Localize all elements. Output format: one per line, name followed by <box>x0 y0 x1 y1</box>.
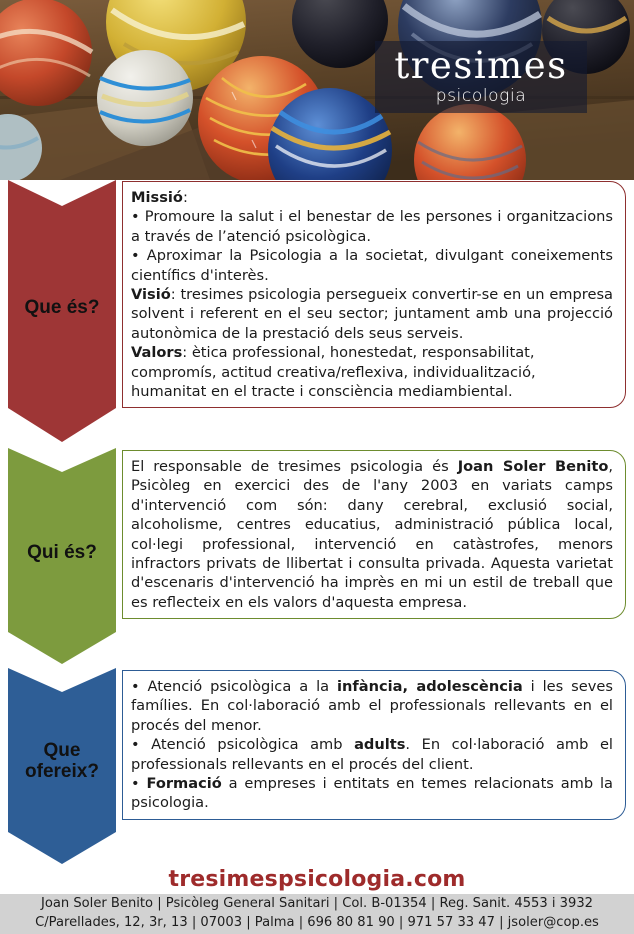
paragraph-visio <box>131 285 613 343</box>
hero-photo <box>0 0 634 180</box>
offer-3-pre: • <box>131 775 147 793</box>
lead-valors: Valors <box>131 344 183 362</box>
logo-secondary-text: psicologia <box>435 86 527 106</box>
chevron-shape-green <box>8 448 116 664</box>
section-label-que-ofereix: Que ofereix? <box>25 740 99 783</box>
chevron-down-icon <box>8 668 116 864</box>
responsable-post: , Psicòleg en exercici des de l'any 2003 en variats camps d'intervenció com són: dany cerebral, exclusió social, alcoholisme, centres educatius, administració pública local, col·legi professional, intervenció en catàstrofes, menors infractors privats de llibertat i consulta privada. Aquesta varietat d'escenaris d'intervenció ha imprès en mi un estil de treball que es reflecteix en els valors d'aquesta empresa. <box>131 458 614 611</box>
contact-footer <box>0 894 634 934</box>
offer-1-pre: • Atenció psicològica a la <box>131 678 337 695</box>
valors-body: ètica professional, honestedat, responsabilitat, compromís, actitud creativa/reflexiva, individualització, humanitat en el tracte i consciència mediambiental. <box>131 344 536 401</box>
paragraph-bullet-1: • Promoure la salut i el benestar de les persones i organitzacions a través de l’atenció psicològica. <box>131 208 613 245</box>
visio-body: tresimes psicologia persegueix convertir-se en un empresa solvent i referent en el seu sector; juntament amb una projecció autonòmica de la prestació dels seus serveis. <box>131 286 613 342</box>
offer-bullet-formacio <box>131 774 613 813</box>
paragraph-responsable <box>131 457 613 612</box>
section-qui-es <box>0 448 634 670</box>
section-label-qui-es: Qui és? <box>27 542 97 563</box>
offer-bullet-infancia <box>131 677 613 735</box>
paragraph-bullet-2: • Aproximar la Psicologia a la societat, divulgant coneixements científics d'interès. <box>131 247 613 284</box>
lead-valors-colon: : <box>182 344 188 362</box>
lead-visio-colon: : <box>170 286 176 304</box>
footer-line-1: Joan Soler Benito | Psicòleg General Sanitari | Col. B-01354 | Reg. Sanit. 4553 i 3932 <box>41 896 593 912</box>
offer-2-bold: adults <box>354 736 406 754</box>
offer-2-post: . En col·laboració amb el professionals rellevants en el procés del client. <box>131 736 613 773</box>
card-qui-es <box>122 450 626 619</box>
card-que-es <box>122 181 626 408</box>
lead-missio-colon: : <box>182 189 188 206</box>
lead-visio: Visió <box>131 286 171 304</box>
offer-bullet-adults <box>131 735 613 774</box>
offer-1-post: i les seves famílies. En col·laboració amb el professionals rellevants en el procés del menor. <box>131 678 613 734</box>
website-link[interactable]: tresimespsicologia.com <box>168 867 466 892</box>
card-que-ofereix <box>122 670 626 820</box>
offer-1-bold: infància, adolescència <box>336 678 523 695</box>
brand-logo <box>375 41 587 113</box>
chevron-shape-red <box>8 180 116 442</box>
paragraph-valors <box>131 343 613 401</box>
chevron-down-icon <box>8 448 116 664</box>
chevron-down-icon <box>8 180 116 442</box>
responsable-pre: El responsable de tresimes psicologia és <box>131 458 458 475</box>
chevron-shape-blue <box>8 668 116 864</box>
offer-3-bold: Formació <box>146 775 222 793</box>
paragraph-missio <box>131 188 613 207</box>
offer-2-pre: • Atenció psicològica amb <box>131 736 355 754</box>
section-que-ofereix <box>0 668 634 868</box>
responsable-name: Joan Soler Benito <box>457 458 609 475</box>
lead-missio: Missió <box>131 189 183 206</box>
section-label-que-es: Que és? <box>24 297 100 318</box>
offer-3-post: a empreses i entitats en temes relacionats amb la psicologia. <box>131 775 613 812</box>
section-que-es <box>0 180 634 450</box>
footer-line-2: C/Parellades, 12, 3r, 13 | 07003 | Palma | 696 80 81 90 | 971 57 33 47 | jsoler@cop.es <box>35 915 599 930</box>
logo-primary-text: tresimes <box>394 44 568 87</box>
